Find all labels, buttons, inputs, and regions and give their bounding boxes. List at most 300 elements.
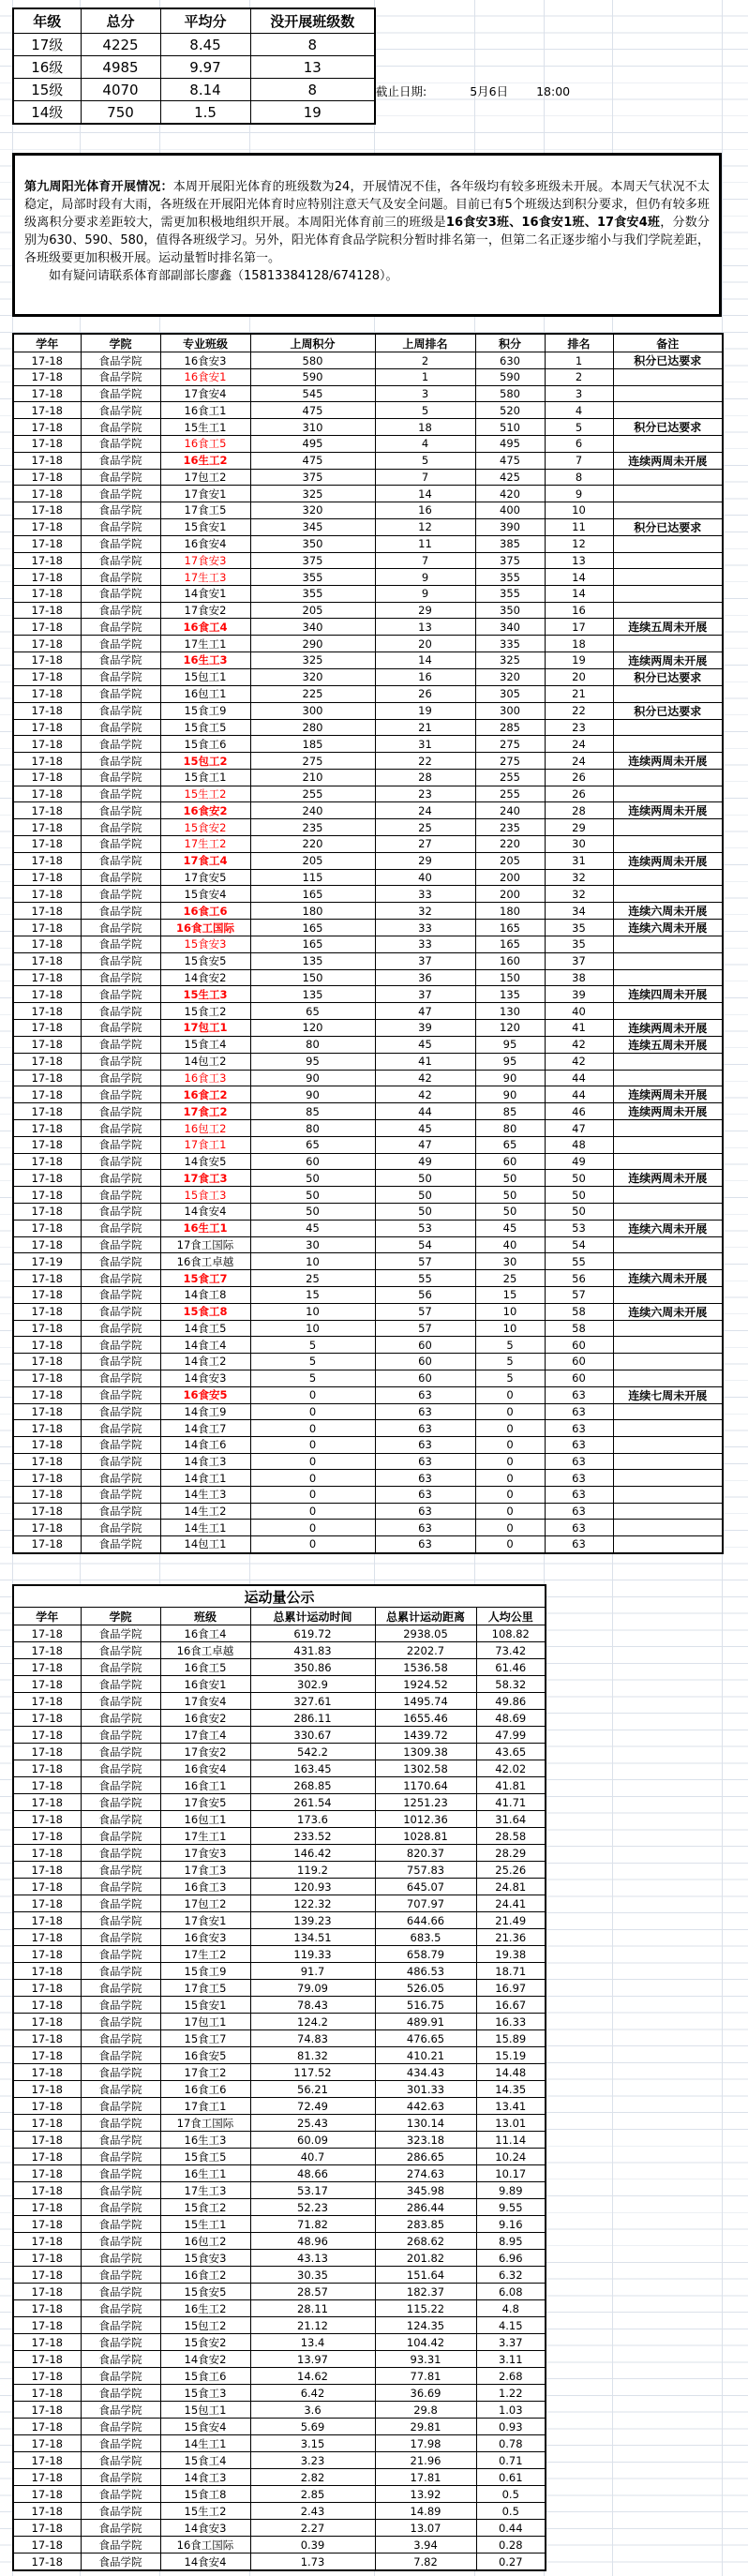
cell-total-exercise-distance[interactable]: 17.98: [375, 2435, 476, 2452]
cell-last-week-rank[interactable]: 44: [375, 1103, 475, 1120]
cell-score[interactable]: 95: [475, 1053, 545, 1070]
cell-class-name[interactable]: 14食工1: [160, 1470, 250, 1487]
cell-school-year[interactable]: 17-18: [13, 2351, 81, 2368]
cell-last-week-rank[interactable]: 60: [375, 1337, 475, 1354]
cell-last-week-rank[interactable]: 45: [375, 1120, 475, 1137]
cell-total-exercise-time[interactable]: 2.85: [250, 2486, 375, 2503]
cell-last-week-score[interactable]: 165: [250, 920, 375, 936]
cell-last-week-rank[interactable]: 25: [375, 819, 475, 836]
column-header[interactable]: 学年: [13, 334, 81, 352]
cell-class-name[interactable]: 16包工1: [160, 685, 250, 702]
cell-rank[interactable]: 60: [545, 1370, 613, 1386]
cell-college[interactable]: 食品学院: [81, 1320, 160, 1337]
cell-school-year[interactable]: 17-18: [13, 2419, 81, 2435]
cell-km-per-person[interactable]: 18.71: [476, 1963, 546, 1980]
cell-rank[interactable]: 18: [545, 636, 613, 652]
cell-school-year[interactable]: 17-18: [13, 1204, 81, 1221]
cell-school-year[interactable]: 17-18: [13, 2165, 81, 2182]
cell-total-exercise-distance[interactable]: 151.64: [375, 2267, 476, 2284]
cell-score[interactable]: 305: [475, 685, 545, 702]
cell-college[interactable]: 食品学院: [81, 2132, 160, 2149]
cell-class-name[interactable]: 17包工1: [160, 2014, 250, 2030]
cell-college[interactable]: 食品学院: [81, 986, 160, 1003]
cell-last-week-rank[interactable]: 57: [375, 1303, 475, 1320]
cell-last-week-score[interactable]: 0: [250, 1486, 375, 1503]
cell-total-exercise-time[interactable]: 431.83: [250, 1642, 375, 1659]
cell-total-exercise-distance[interactable]: 757.83: [375, 1862, 476, 1879]
cell-rank[interactable]: 32: [545, 886, 613, 903]
cell-rank[interactable]: 19: [545, 651, 613, 668]
cell-school-year[interactable]: 17-18: [13, 920, 81, 936]
cell-class-name[interactable]: 17包工2: [160, 1895, 250, 1912]
cell-remark[interactable]: [613, 969, 723, 986]
cell-class-name[interactable]: 16食工国际: [160, 2537, 250, 2554]
cell-last-week-score[interactable]: 60: [250, 1153, 375, 1170]
cell-college[interactable]: 食品学院: [81, 2351, 160, 2368]
cell-school-year[interactable]: 17-18: [13, 1845, 81, 1862]
cell-college[interactable]: 食品学院: [81, 836, 160, 853]
cell-last-week-rank[interactable]: 12: [375, 518, 475, 535]
cell-class-name[interactable]: 14食安3: [160, 2520, 250, 2537]
cell-class-name[interactable]: 17生工1: [160, 1828, 250, 1845]
cell-last-week-score[interactable]: 340: [250, 619, 375, 636]
cell-remark[interactable]: 连续两周未开展: [613, 1103, 723, 1120]
cell-total-exercise-time[interactable]: 302.9: [250, 1676, 375, 1693]
cell-college[interactable]: 食品学院: [81, 585, 160, 602]
cell-school-year[interactable]: 17-18: [13, 535, 81, 552]
cell-last-week-rank[interactable]: 4: [375, 436, 475, 453]
cell-college[interactable]: 食品学院: [81, 1236, 160, 1253]
cell-last-week-rank[interactable]: 33: [375, 936, 475, 953]
cell-school-year[interactable]: 17-18: [13, 2520, 81, 2537]
cell-class-name[interactable]: 17食工3: [160, 1170, 250, 1187]
cell-college[interactable]: 食品学院: [81, 502, 160, 519]
cell-rank[interactable]: 5: [545, 419, 613, 436]
cell-college[interactable]: 食品学院: [81, 1997, 160, 2014]
cell-total-exercise-time[interactable]: 28.11: [250, 2300, 375, 2317]
cell-rank[interactable]: 9: [545, 486, 613, 502]
cell-last-week-score[interactable]: 325: [250, 651, 375, 668]
cell-school-year[interactable]: 17-18: [13, 1625, 81, 1642]
cell-college[interactable]: 食品学院: [81, 602, 160, 619]
cell-remark[interactable]: [613, 535, 723, 552]
cell-total-exercise-distance[interactable]: 645.07: [375, 1879, 476, 1895]
cell-school-year[interactable]: 17-18: [13, 2486, 81, 2503]
cell-rank[interactable]: 54: [545, 1236, 613, 1253]
cell-remark[interactable]: 积分已达要求: [613, 419, 723, 436]
cell-score[interactable]: 220: [475, 836, 545, 853]
cell-total-exercise-distance[interactable]: 3.94: [375, 2537, 476, 2554]
cell-last-week-rank[interactable]: 9: [375, 569, 475, 586]
cell-school-year[interactable]: 17-18: [13, 802, 81, 819]
cell-class-name[interactable]: 17食工4: [160, 852, 250, 869]
cell-rank[interactable]: 21: [545, 685, 613, 702]
cell-score[interactable]: 240: [475, 802, 545, 819]
cell-score[interactable]: 255: [475, 786, 545, 802]
cell-school-year[interactable]: 17-18: [13, 2115, 81, 2132]
cell-total-exercise-distance[interactable]: 1439.72: [375, 1727, 476, 1744]
cell-class-name[interactable]: 17食安4: [160, 385, 250, 402]
cell-school-year[interactable]: 17-18: [13, 419, 81, 436]
cell-rank[interactable]: 37: [545, 952, 613, 969]
cell-college[interactable]: 食品学院: [81, 1070, 160, 1086]
cell-total-exercise-distance[interactable]: 442.63: [375, 2098, 476, 2115]
cell-score[interactable]: 0: [475, 1453, 545, 1470]
cell-rank[interactable]: 53: [545, 1220, 613, 1236]
cell-college[interactable]: 食品学院: [81, 1503, 160, 1520]
cell-college[interactable]: 食品学院: [81, 1486, 160, 1503]
cell-class-name[interactable]: 14生工1: [160, 1520, 250, 1536]
cell-total-exercise-time[interactable]: 6.42: [250, 2385, 375, 2402]
cell-score[interactable]: 0: [475, 1403, 545, 1420]
cell-rank[interactable]: 23: [545, 719, 613, 736]
cell-last-week-score[interactable]: 30: [250, 1236, 375, 1253]
cell-college[interactable]: 食品学院: [81, 903, 160, 920]
cell-school-year[interactable]: 17-18: [13, 736, 81, 753]
cell-last-week-rank[interactable]: 56: [375, 1287, 475, 1304]
cell-college[interactable]: 食品学院: [81, 1036, 160, 1053]
cell-total-exercise-time[interactable]: 40.7: [250, 2149, 375, 2165]
cell-km-per-person[interactable]: 0.71: [476, 2452, 546, 2469]
cell-last-week-score[interactable]: 275: [250, 753, 375, 770]
cell-college[interactable]: 食品学院: [81, 2182, 160, 2199]
cell-school-year[interactable]: 17-18: [13, 1453, 81, 1470]
cell-remark[interactable]: [613, 1204, 723, 1221]
cell-school-year[interactable]: 17-18: [13, 452, 81, 469]
cell-km-per-person[interactable]: 9.55: [476, 2199, 546, 2216]
cell-school-year[interactable]: 17-18: [13, 1287, 81, 1304]
cell-college[interactable]: 食品学院: [81, 1520, 160, 1536]
cell-total-exercise-distance[interactable]: 17.81: [375, 2469, 476, 2486]
cell-score[interactable]: 0: [475, 1420, 545, 1437]
cell-last-week-score[interactable]: 135: [250, 986, 375, 1003]
cell-school-year[interactable]: 17-18: [13, 2317, 81, 2334]
cell-total-exercise-time[interactable]: 120.93: [250, 1879, 375, 1895]
cell-college[interactable]: 食品学院: [81, 651, 160, 668]
cell-school-year[interactable]: 17-18: [13, 369, 81, 386]
cell-class-name[interactable]: 15食安1: [160, 1997, 250, 2014]
cell-last-week-score[interactable]: 50: [250, 1204, 375, 1221]
cell-college[interactable]: 食品学院: [81, 1659, 160, 1676]
cell-remark[interactable]: [613, 1420, 723, 1437]
cell-last-week-rank[interactable]: 63: [375, 1453, 475, 1470]
cell-total-exercise-distance[interactable]: 268.62: [375, 2233, 476, 2250]
cell-school-year[interactable]: 17-18: [13, 2047, 81, 2064]
cell-class-name[interactable]: 16食安3: [160, 1929, 250, 1946]
cell-km-per-person[interactable]: 31.64: [476, 1811, 546, 1828]
cell-college[interactable]: 食品学院: [81, 852, 160, 869]
cell-class-name[interactable]: 14食安1: [160, 585, 250, 602]
cell-class-name[interactable]: 14食安4: [160, 2554, 250, 2571]
cell-remark[interactable]: [613, 436, 723, 453]
cell-school-year[interactable]: 17-18: [13, 1003, 81, 1020]
cell-college[interactable]: 食品学院: [81, 969, 160, 986]
cell-remark[interactable]: [613, 1070, 723, 1086]
cell-class-name[interactable]: 17食安5: [160, 869, 250, 886]
cell-remark[interactable]: [613, 1370, 723, 1386]
cell-last-week-rank[interactable]: 42: [375, 1070, 475, 1086]
cell-school-year[interactable]: 17-18: [13, 1386, 81, 1403]
cell-rank[interactable]: 38: [545, 969, 613, 986]
cell-km-per-person[interactable]: 28.29: [476, 1845, 546, 1862]
cell-km-per-person[interactable]: 13.41: [476, 2098, 546, 2115]
cell-remark[interactable]: [613, 602, 723, 619]
cell-last-week-rank[interactable]: 24: [375, 802, 475, 819]
cell-total-exercise-distance[interactable]: 286.65: [375, 2149, 476, 2165]
cell-score[interactable]: 45: [475, 1220, 545, 1236]
cell-rank[interactable]: 63: [545, 1536, 613, 1553]
cell-school-year[interactable]: 17-18: [13, 1862, 81, 1879]
cell-class-name[interactable]: 14食安2: [160, 2351, 250, 2368]
cell-remark[interactable]: 连续五周未开展: [613, 619, 723, 636]
cell-school-year[interactable]: 17-18: [13, 1946, 81, 1963]
cell-school-year[interactable]: 17-18: [13, 1794, 81, 1811]
cell-score[interactable]: 135: [475, 986, 545, 1003]
cell-last-week-score[interactable]: 300: [250, 702, 375, 719]
cell-school-year[interactable]: 17-18: [13, 2503, 81, 2520]
cell-class-name[interactable]: 15食工2: [160, 1003, 250, 1020]
cell-college[interactable]: 食品学院: [81, 1470, 160, 1487]
column-header[interactable]: 总累计运动距离: [375, 1608, 476, 1625]
cell-class-name[interactable]: 16食工4: [160, 1625, 250, 1642]
cell-school-year[interactable]: 17-18: [13, 552, 81, 569]
cell-college[interactable]: 食品学院: [81, 1253, 160, 1270]
cell-km-per-person[interactable]: 11.14: [476, 2132, 546, 2149]
cell-score[interactable]: 375: [475, 552, 545, 569]
cell-score[interactable]: 580: [475, 385, 545, 402]
cell-km-per-person[interactable]: 3.37: [476, 2334, 546, 2351]
cell-college[interactable]: 食品学院: [81, 1103, 160, 1120]
cell-rank[interactable]: 35: [545, 936, 613, 953]
cell-class-name[interactable]: 15食工9: [160, 1963, 250, 1980]
cell-college[interactable]: 食品学院: [81, 719, 160, 736]
cell-school-year[interactable]: 17-18: [13, 2064, 81, 2081]
column-header[interactable]: 班级: [160, 1608, 250, 1625]
cell-last-week-score[interactable]: 240: [250, 802, 375, 819]
cell-rank[interactable]: 55: [545, 1253, 613, 1270]
cell-rank[interactable]: 42: [545, 1036, 613, 1053]
cell-college[interactable]: 食品学院: [81, 1536, 160, 1553]
cell-remark[interactable]: [613, 369, 723, 386]
cell-km-per-person[interactable]: 25.26: [476, 1862, 546, 1879]
cell-rank[interactable]: 10: [545, 502, 613, 519]
cell-total-exercise-time[interactable]: 25.43: [250, 2115, 375, 2132]
cell-score[interactable]: 590: [475, 369, 545, 386]
cell-last-week-score[interactable]: 165: [250, 936, 375, 953]
cell-grade[interactable]: 15级: [13, 79, 81, 101]
cell-college[interactable]: 食品学院: [81, 2064, 160, 2081]
cell-last-week-score[interactable]: 5: [250, 1370, 375, 1386]
cell-college[interactable]: 食品学院: [81, 2081, 160, 2098]
cell-class-name[interactable]: 16生工2: [160, 2300, 250, 2317]
cell-class-name[interactable]: 17生工1: [160, 636, 250, 652]
cell-college[interactable]: 食品学院: [81, 1693, 160, 1710]
cell-class-name[interactable]: 17食工3: [160, 1862, 250, 1879]
cell-last-week-score[interactable]: 45: [250, 1220, 375, 1236]
cell-school-year[interactable]: 17-18: [13, 719, 81, 736]
cell-college[interactable]: 食品学院: [81, 1744, 160, 1760]
cell-average-score[interactable]: 8.14: [160, 79, 250, 101]
cell-remark[interactable]: 连续四周未开展: [613, 986, 723, 1003]
cell-last-week-rank[interactable]: 50: [375, 1204, 475, 1221]
cell-last-week-rank[interactable]: 23: [375, 786, 475, 802]
cell-class-name[interactable]: 14食安4: [160, 1204, 250, 1221]
cell-school-year[interactable]: 17-18: [13, 1980, 81, 1997]
cell-last-week-score[interactable]: 90: [250, 1070, 375, 1086]
cell-rank[interactable]: 50: [545, 1170, 613, 1187]
cell-school-year[interactable]: 17-18: [13, 1019, 81, 1036]
cell-class-name[interactable]: 15食工8: [160, 1303, 250, 1320]
cell-school-year[interactable]: 17-18: [13, 2368, 81, 2385]
column-header[interactable]: 学院: [81, 1608, 160, 1625]
cell-total-exercise-distance[interactable]: 14.89: [375, 2503, 476, 2520]
cell-college[interactable]: 食品学院: [81, 2317, 160, 2334]
cell-total-exercise-time[interactable]: 3.6: [250, 2402, 375, 2419]
cell-score[interactable]: 335: [475, 636, 545, 652]
cell-college[interactable]: 食品学院: [81, 1120, 160, 1137]
cell-class-name[interactable]: 14食工9: [160, 1403, 250, 1420]
cell-class-name[interactable]: 15生工2: [160, 2503, 250, 2520]
cell-total-score[interactable]: 750: [81, 101, 160, 125]
cell-score[interactable]: 390: [475, 518, 545, 535]
cell-score[interactable]: 5: [475, 1337, 545, 1354]
cell-last-week-rank[interactable]: 7: [375, 469, 475, 486]
cell-score[interactable]: 130: [475, 1003, 545, 1020]
cell-school-year[interactable]: 17-18: [13, 1520, 81, 1536]
cell-school-year[interactable]: 17-18: [13, 1642, 81, 1659]
cell-class-name[interactable]: 14食安2: [160, 969, 250, 986]
cell-rank[interactable]: 57: [545, 1287, 613, 1304]
cell-college[interactable]: 食品学院: [81, 1828, 160, 1845]
cell-km-per-person[interactable]: 3.11: [476, 2351, 546, 2368]
cell-rank[interactable]: 50: [545, 1204, 613, 1221]
cell-school-year[interactable]: 17-18: [13, 636, 81, 652]
cell-college[interactable]: 食品学院: [81, 2402, 160, 2419]
cell-school-year[interactable]: 17-18: [13, 585, 81, 602]
cell-class-name[interactable]: 15食工5: [160, 719, 250, 736]
cell-total-exercise-time[interactable]: 52.23: [250, 2199, 375, 2216]
cell-rank[interactable]: 12: [545, 535, 613, 552]
cell-km-per-person[interactable]: 16.33: [476, 2014, 546, 2030]
cell-score[interactable]: 235: [475, 819, 545, 836]
cell-class-name[interactable]: 15食工5: [160, 2149, 250, 2165]
cell-last-week-rank[interactable]: 47: [375, 1003, 475, 1020]
cell-college[interactable]: 食品学院: [81, 2267, 160, 2284]
cell-class-name[interactable]: 14食工3: [160, 1453, 250, 1470]
cell-college[interactable]: 食品学院: [81, 2520, 160, 2537]
cell-total-exercise-time[interactable]: 233.52: [250, 1828, 375, 1845]
cell-college[interactable]: 食品学院: [81, 385, 160, 402]
cell-remark[interactable]: [613, 1486, 723, 1503]
cell-total-exercise-distance[interactable]: 644.66: [375, 1912, 476, 1929]
cell-last-week-score[interactable]: 545: [250, 385, 375, 402]
cell-college[interactable]: 食品学院: [81, 1420, 160, 1437]
cell-km-per-person[interactable]: 24.81: [476, 1879, 546, 1895]
cell-college[interactable]: 食品学院: [81, 1980, 160, 1997]
cell-total-exercise-time[interactable]: 2.82: [250, 2469, 375, 2486]
cell-remark[interactable]: [613, 886, 723, 903]
cell-school-year[interactable]: 17-18: [13, 903, 81, 920]
cell-score[interactable]: 90: [475, 1086, 545, 1103]
cell-last-week-score[interactable]: 0: [250, 1420, 375, 1437]
cell-college[interactable]: 食品学院: [81, 352, 160, 369]
cell-last-week-rank[interactable]: 37: [375, 952, 475, 969]
cell-km-per-person[interactable]: 9.16: [476, 2216, 546, 2233]
cell-score[interactable]: 40: [475, 1236, 545, 1253]
cell-remark[interactable]: [613, 1287, 723, 1304]
cell-km-per-person[interactable]: 6.08: [476, 2284, 546, 2300]
column-header[interactable]: 学年: [13, 1608, 81, 1625]
cell-school-year[interactable]: 17-18: [13, 2267, 81, 2284]
cell-class-name[interactable]: 14食安5: [160, 1153, 250, 1170]
cell-school-year[interactable]: 17-18: [13, 1727, 81, 1744]
cell-total-exercise-distance[interactable]: 516.75: [375, 1997, 476, 2014]
cell-total-exercise-time[interactable]: 619.72: [250, 1625, 375, 1642]
cell-score[interactable]: 200: [475, 869, 545, 886]
cell-score[interactable]: 5: [475, 1354, 545, 1370]
cell-school-year[interactable]: 17-18: [13, 1070, 81, 1086]
cell-college[interactable]: 食品学院: [81, 920, 160, 936]
cell-school-year[interactable]: 17-18: [13, 2385, 81, 2402]
cell-score[interactable]: 0: [475, 1536, 545, 1553]
cell-college[interactable]: 食品学院: [81, 1929, 160, 1946]
cell-school-year[interactable]: 17-18: [13, 952, 81, 969]
cell-total-exercise-time[interactable]: 2.43: [250, 2503, 375, 2520]
cell-class-name[interactable]: 15食工4: [160, 1036, 250, 1053]
cell-college[interactable]: 食品学院: [81, 2469, 160, 2486]
cell-college[interactable]: 食品学院: [81, 2419, 160, 2435]
cell-last-week-rank[interactable]: 28: [375, 770, 475, 786]
cell-school-year[interactable]: 17-18: [13, 1486, 81, 1503]
cell-college[interactable]: 食品学院: [81, 1003, 160, 1020]
cell-school-year[interactable]: 17-18: [13, 1676, 81, 1693]
cell-total-exercise-distance[interactable]: 2938.05: [375, 1625, 476, 1642]
cell-school-year[interactable]: 17-18: [13, 502, 81, 519]
cell-college[interactable]: 食品学院: [81, 1963, 160, 1980]
cell-rank[interactable]: 17: [545, 619, 613, 636]
cell-last-week-rank[interactable]: 16: [375, 668, 475, 685]
cell-remark[interactable]: 积分已达要求: [613, 668, 723, 685]
cell-grade[interactable]: 17级: [13, 34, 81, 56]
cell-last-week-score[interactable]: 0: [250, 1436, 375, 1453]
cell-total-score[interactable]: 4225: [81, 34, 160, 56]
cell-school-year[interactable]: 17-18: [13, 1303, 81, 1320]
cell-school-year[interactable]: 17-18: [13, 1503, 81, 1520]
cell-total-exercise-distance[interactable]: 1170.64: [375, 1777, 476, 1794]
cell-remark[interactable]: [613, 1403, 723, 1420]
cell-km-per-person[interactable]: 28.58: [476, 1828, 546, 1845]
cell-class-name[interactable]: 15食工6: [160, 736, 250, 753]
cell-rank[interactable]: 42: [545, 1053, 613, 1070]
cell-class-name[interactable]: 17食工国际: [160, 2115, 250, 2132]
cell-last-week-rank[interactable]: 16: [375, 502, 475, 519]
cell-last-week-rank[interactable]: 49: [375, 1153, 475, 1170]
cell-school-year[interactable]: 17-18: [13, 2149, 81, 2165]
cell-school-year[interactable]: 17-18: [13, 1170, 81, 1187]
cell-class-name[interactable]: 16食安3: [160, 352, 250, 369]
cell-not-conducted-count[interactable]: 8: [250, 34, 375, 56]
cell-school-year[interactable]: 17-18: [13, 668, 81, 685]
cell-km-per-person[interactable]: 73.42: [476, 1642, 546, 1659]
cell-score[interactable]: 630: [475, 352, 545, 369]
cell-class-name[interactable]: 17生工3: [160, 569, 250, 586]
cell-college[interactable]: 食品学院: [81, 1086, 160, 1103]
cell-rank[interactable]: 63: [545, 1453, 613, 1470]
cell-college[interactable]: 食品学院: [81, 419, 160, 436]
cell-class-name[interactable]: 17食安3: [160, 552, 250, 569]
cell-class-name[interactable]: 15食安4: [160, 886, 250, 903]
cell-college[interactable]: 食品学院: [81, 436, 160, 453]
